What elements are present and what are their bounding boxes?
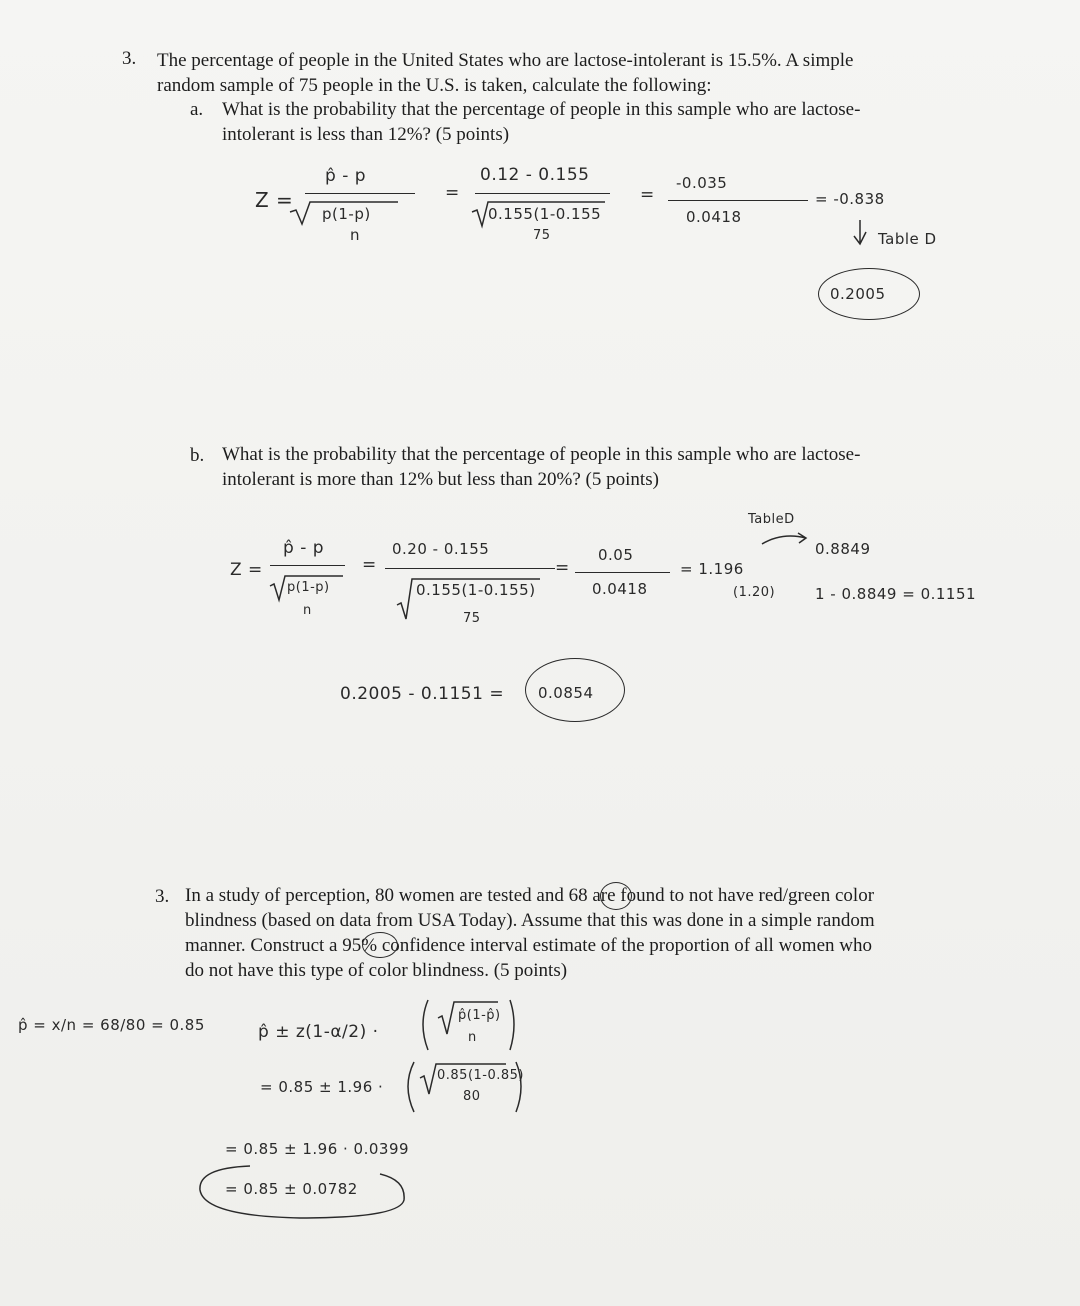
question-number: 3. [155, 886, 170, 907]
work-a-answer: 0.2005 [830, 285, 886, 303]
equals-sign: = [362, 555, 377, 575]
question-c-line2: blindness (based on data from USA Today). Assume that this was done in a simple random [185, 910, 875, 931]
fraction-bar [270, 565, 345, 566]
work-b-denominator-1: p(1-p) [287, 580, 330, 595]
work-b-numerator-1: p̂ - p [283, 538, 325, 558]
work-c-phat: p̂ = x/n = 68/80 = 0.85 [18, 1016, 205, 1034]
work-a-numerator-3: -0.035 [676, 174, 728, 192]
answer-circle [190, 1160, 410, 1224]
work-a-table-label: Table D [878, 230, 937, 248]
part-b-line2: intolerant is more than 12% but less than 20%? (5 points) [222, 469, 659, 490]
equals-sign: = [555, 558, 570, 578]
question-c-line3: manner. Construct a 95% confidence interval estimate of the proportion of all women who [185, 935, 872, 956]
question-number: 3. [122, 48, 137, 69]
equals-sign: = [640, 185, 655, 205]
work-a-denominator-3: 0.0418 [686, 208, 742, 226]
work-a-n-1: n [350, 226, 361, 244]
work-c-formula-den: n [468, 1030, 477, 1045]
work-b-numerator-2: 0.20 - 0.155 [392, 540, 490, 558]
part-a-label: a. [190, 99, 204, 120]
fraction-bar [385, 568, 555, 569]
work-a-numerator-1: p̂ - p [325, 166, 367, 186]
work-b-final-calc: 0.2005 - 0.1151 = [340, 684, 505, 704]
annotation-circle-95 [362, 932, 398, 958]
part-a-line2: intolerant is less than 12%? (5 points) [222, 124, 510, 145]
work-b-table-label: TableD [748, 512, 795, 527]
question-c-line1: In a study of perception, 80 women are tested and 68 are found to not have red/green color [185, 885, 875, 906]
work-b-answer: 0.0854 [538, 684, 594, 702]
work-b-z: Z = [230, 560, 263, 580]
work-a-z: Z = [255, 188, 294, 212]
work-c-step1-den: 80 [463, 1089, 481, 1104]
work-b-denominator-2: 0.155(1-0.155) [416, 581, 536, 599]
work-a-n-2: 75 [533, 228, 551, 243]
question-c-line4: do not have this type of color blindness. (5 points) [185, 960, 568, 981]
work-c-formula: p̂ ± z(1-α/2) · [258, 1022, 379, 1042]
part-b-label: b. [190, 445, 205, 466]
work-b-complement: 1 - 0.8849 = 0.1151 [815, 585, 977, 603]
work-b-denominator-3: 0.0418 [592, 580, 648, 598]
work-c-step2: = 0.85 ± 1.96 · 0.0399 [225, 1140, 410, 1158]
arrow-right-icon [760, 530, 810, 550]
work-c-step3: = 0.85 ± 0.0782 [225, 1180, 358, 1198]
work-b-z-rounded: (1.20) [733, 585, 776, 600]
bracket-sqrt [400, 1058, 530, 1118]
work-a-denominator-1: p(1-p) [322, 205, 371, 223]
sqrt-sign [288, 198, 318, 228]
work-c-step1-num: 0.85(1-0.85) [437, 1068, 524, 1083]
question-stem-line1: The percentage of people in the United States who are lactose-intolerant is 15.5%. A simple [157, 50, 854, 71]
work-b-table-value: 0.8849 [815, 540, 871, 558]
work-b-n-1: n [303, 603, 312, 618]
work-b-numerator-3: 0.05 [598, 546, 634, 564]
arrow-down-icon [850, 218, 870, 248]
bracket-sqrt [418, 996, 518, 1056]
work-c-formula-num: p̂(1-p̂) [458, 1008, 501, 1023]
work-a-denominator-2: 0.155(1-0.155 [488, 205, 602, 223]
fraction-bar [575, 572, 670, 573]
work-a-numerator-2: 0.12 - 0.155 [480, 165, 590, 185]
question-stem-line2: random sample of 75 people in the U.S. is taken, calculate the following: [157, 75, 712, 96]
part-a-line1: What is the probability that the percentage of people in this sample who are lactose- [222, 99, 861, 120]
annotation-circle-68 [600, 882, 632, 910]
fraction-bar [668, 200, 808, 201]
equals-sign: = [445, 183, 460, 203]
work-a-z-result: = -0.838 [815, 190, 885, 208]
work-b-n-2: 75 [463, 611, 481, 626]
work-c-step1: = 0.85 ± 1.96 · [260, 1078, 384, 1096]
part-b-line1: What is the probability that the percentage of people in this sample who are lactose- [222, 444, 861, 465]
fraction-bar [475, 193, 610, 194]
fraction-bar [305, 193, 415, 194]
work-b-z-value: = 1.196 [680, 560, 744, 578]
